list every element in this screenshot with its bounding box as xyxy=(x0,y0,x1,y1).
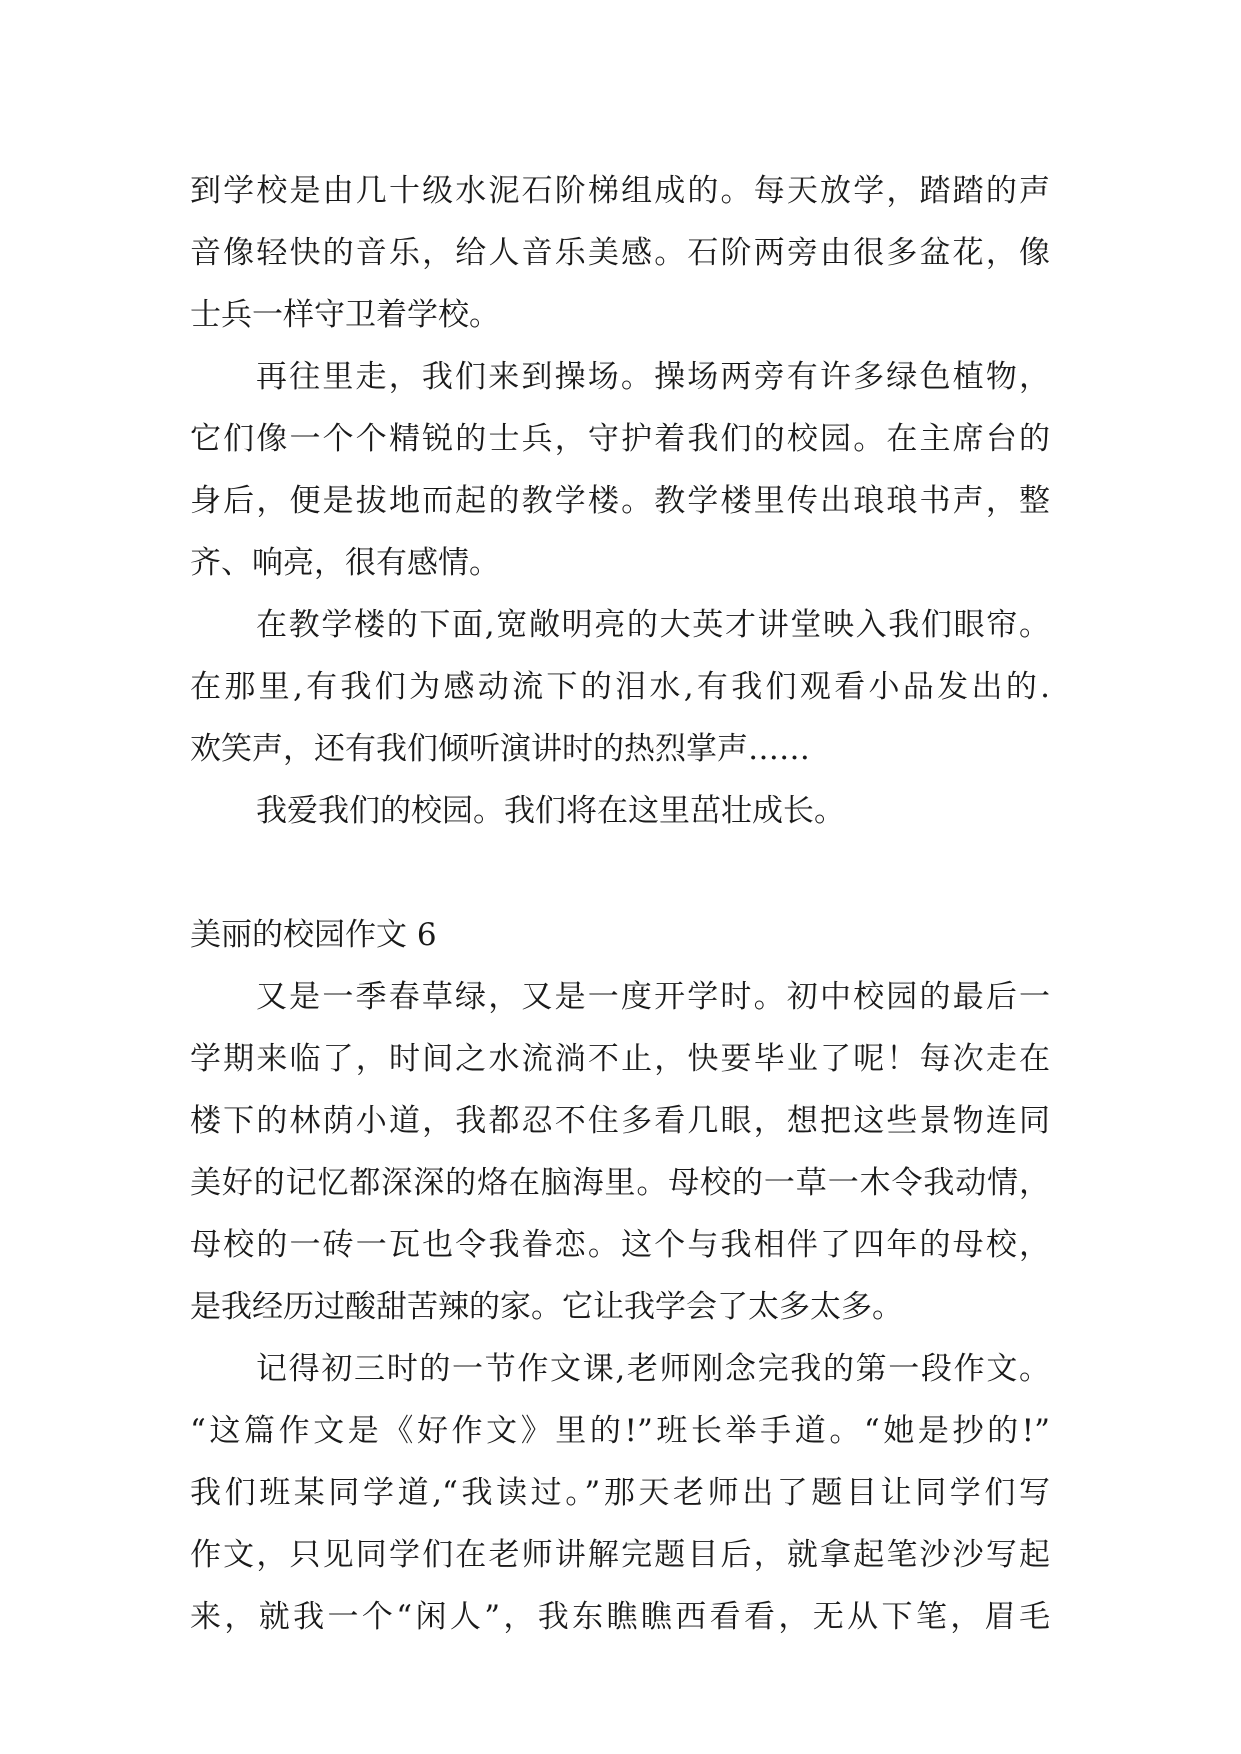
text-line: 学期来临了，时间之水流淌不止，快要毕业了呢！每次走在 xyxy=(190,1041,1050,1077)
text-line: 母校的一砖一瓦也令我眷恋。这个与我相伴了四年的母校， xyxy=(190,1227,1050,1263)
paragraph xyxy=(190,346,1050,594)
text-line: 欢笑声，还有我们倾听演讲时的热烈掌声…… xyxy=(190,731,810,767)
text-line: 作文，只见同学们在老师讲解完题目后，就拿起笔沙沙写起 xyxy=(190,1537,1050,1573)
paragraph xyxy=(190,1338,1050,1648)
text-line: 齐、响亮，很有感情。 xyxy=(190,545,500,581)
document-page xyxy=(190,160,1050,1648)
text-line: 楼下的林荫小道，我都忍不住多看几眼，想把这些景物连同 xyxy=(190,1103,1050,1139)
text-line: 美好的记忆都深深的烙在脑海里。母校的一草一木令我动情， xyxy=(190,1165,1050,1201)
paragraph xyxy=(190,594,1050,780)
text-line: 记得初三时的一节作文课,老师刚念完我的第一段作文。 xyxy=(256,1351,1050,1387)
text-line: 它们像一个个精锐的士兵，守护着我们的校园。在主席台的 xyxy=(190,421,1050,457)
text-line: 到学校是由几十级水泥石阶梯组成的。每天放学，踏踏的声 xyxy=(190,173,1050,209)
text-line: 身后，便是拔地而起的教学楼。教学楼里传出琅琅书声，整 xyxy=(190,483,1050,519)
text-line: 在教学楼的下面,宽敞明亮的大英才讲堂映入我们眼帘。 xyxy=(256,607,1050,643)
text-line: 士兵一样守卫着学校。 xyxy=(190,297,500,333)
text-line: “这篇作文是《好作文》里的!”班长举手道。“她是抄的!” xyxy=(190,1413,1050,1449)
text-line: 是我经历过酸甜苦辣的家。它让我学会了太多太多。 xyxy=(190,1289,903,1325)
text-line: 我们班某同学道,“我读过。”那天老师出了题目让同学们写 xyxy=(190,1475,1050,1511)
paragraph xyxy=(190,160,1050,346)
paragraph xyxy=(190,966,1050,1338)
paragraph xyxy=(190,780,1050,842)
section-heading: 美丽的校园作文 6 xyxy=(190,917,437,953)
text-line: 又是一季春草绿，又是一度开学时。初中校园的最后一 xyxy=(256,979,1050,1015)
text-line: 我爱我们的校园。我们将在这里茁壮成长。 xyxy=(256,793,845,829)
section-gap xyxy=(190,842,1050,904)
text-line: 来，就我一个“闲人”，我东瞧瞧西看看，无从下笔，眉毛 xyxy=(190,1599,1050,1635)
text-line: 音像轻快的音乐，给人音乐美感。石阶两旁由很多盆花，像 xyxy=(190,235,1050,271)
text-line: 再往里走，我们来到操场。操场两旁有许多绿色植物， xyxy=(256,359,1050,395)
text-line: 在那里,有我们为感动流下的泪水,有我们观看小品发出的. xyxy=(190,669,1050,705)
